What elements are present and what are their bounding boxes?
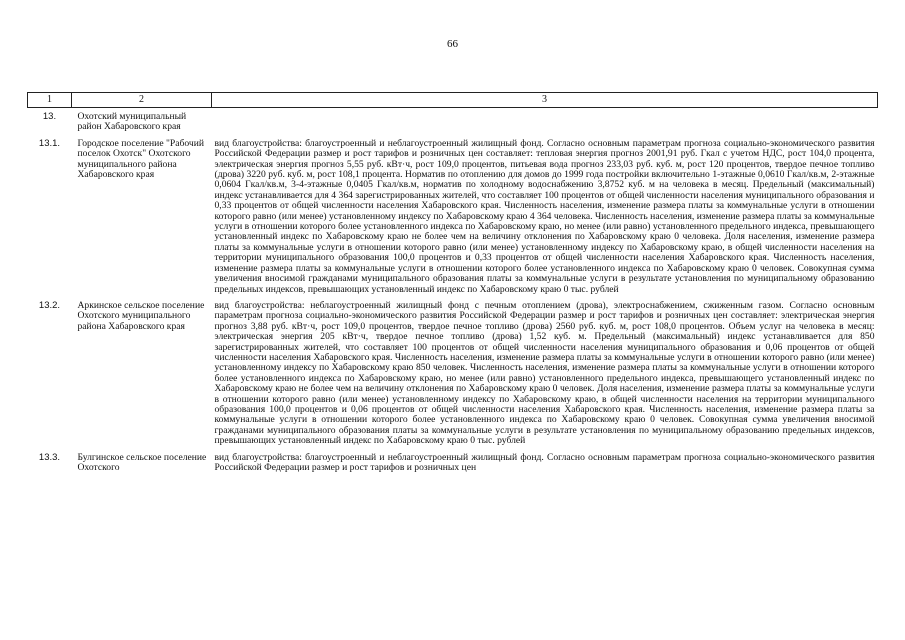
tariff-table — [27, 92, 878, 479]
page-number: 66 — [447, 38, 458, 50]
row-number: 13.1. — [38, 137, 61, 149]
table-header-row — [28, 93, 878, 108]
municipality-name: Булгинское сельское поселение Охотского — [77, 451, 207, 473]
table-row — [28, 139, 878, 301]
table-row — [28, 453, 878, 480]
row-description: вид благоустройства: благоустроенный и неблагоустроенный жилищный фонд. Согласно основным параметрам прогноза социально-экономического развития Российской Федерации размер и рост тарифов и розничных цен составляет: тепловая энергия прогноз 2001,91 руб. Гкал с учетом НДС, рост 104,0 процента, электрическая энергия прогноз 5,55 руб. кВт·ч, рост 109,0 процентов, питьевая вода прогноз 233,03 руб. куб. м, рост 120 процентов, твердое печное топливо (дрова) 3220 руб. куб. м, рост 108,1 процента. Норматив по отоплению для домов до 1999 года постройки включительно 1-этажные 0,0610 Гкал/кв.м, 2-этажные 0,0604 Гкал/кв.м, 3-4-этажные 0,0405 Гкал/кв.м, норматив по холодному водоснабжению 3,8752 куб. м на человека в месяц. Предельный (максимальный) индекс устанавливается для 4 364 зарегистрированных жителей, что составляет 100 процентов от общей численности населения муниципального образования и 0,33 процентов от общей численности населения Хабаровского края. Численность населения, изменение размера платы за коммунальные услуги в отношении которого равно (или менее) установленному индексу по Хабаровскому краю 4 364 человека. Численность населения, изменение размера платы за коммунальные услуги в отношении которого более установленного индекса по Хабаровскому краю, но менее (или равно) установленного предельного индекса, превышающего установленный индекс по Хабаровскому краю не более чем на величину отклонения по Хабаровскому краю 0 человека. Доля населения, изменение размера платы за коммунальные услуги в отношении которого равно (или менее) установленному индексу по Хабаровскому краю, в общей численности населения на территории муниципального образования 100,0 процентов и 0,33 процентов от общей численности населения Хабаровского края. Численность населения, изменение размера платы за коммунальные услуги в отношении которого более установленного индекса по Хабаровскому краю 0 человек. Совокупная сумма увеличения вносимой гражданами муниципального образования платы за коммунальные услуги в результате установления по муниципальному образованию предельных индексов, превышающих установленный индекс по Хабаровскому краю 0 тыс. рублей — [214, 137, 875, 295]
column-header-1: 1 — [28, 93, 72, 108]
column-header-2: 2 — [72, 93, 212, 108]
row-number: 13.2. — [38, 299, 61, 311]
row-description: вид благоустройства: благоустроенный и неблагоустроенный жилищный фонд. Согласно основным параметрам прогноза социально-экономического развития Российской Федерации размер и рост тарифов и розничных цен — [214, 451, 875, 473]
table-row — [28, 108, 878, 139]
row-number: 13.3. — [38, 451, 61, 463]
municipality-name: Охотский муниципальный район Хабаровского края — [77, 111, 187, 133]
row-description: вид благоустройства: неблагоустроенный жилищный фонд с печным отоплением (дрова), электроснабжением, сжиженным газом. Согласно основным параметрам прогноза социально-экономического развития Российской Федерации размер и рост тарифов и розничных цен составляет: электрическая энергия прогноз 3,88 руб. кВт·ч, рост 109,0 процентов, твердое печное топливо (дрова) 2560 руб. куб. м, рост 108,0 процентов. Объем услуг на человека в месяц: электрическая энергия 205 кВт·ч, твердое печное топливо (дрова) 1,52 куб. м. Предельный (максимальный) индекс устанавливается для 850 зарегистрированных жителей, что составляет 100 процентов от общей численности населения муниципального образования и 0,06 процентов от общей численности населения Хабаровского края. Численность населения, изменение размера платы за коммунальные услуги в отношении которого равно (или менее) установленному индексу по Хабаровскому краю 850 человек. Численность населения, изменение размера платы за коммунальные услуги в отношении которого более установленного индекса по Хабаровскому краю, но менее (или равно) установленного предельного индекса, превышающего установленный индекс по Хабаровскому краю не более чем на величину отклонения по Хабаровскому краю 0 человек. Доля населения, изменение размера платы за коммунальные услуги в отношении которого равно (или менее) установленному индексу по Хабаровскому краю, в общей численности населения на территории муниципального образования 100,0 процентов и 0,06 процентов от общей численности населения Хабаровского края. Численность населения, изменение размера платы за коммунальные услуги в отношении которого более установленного индекса по Хабаровскому краю 0 человек. Совокупная сумма увеличения вносимой гражданами муниципального образования платы за коммунальные услуги в результате установления по муниципальному образованию предельных индексов, превышающих установленный индекс по Хабаровскому краю 0 тыс. рублей — [214, 299, 875, 447]
column-header-3: 3 — [212, 93, 878, 108]
row-description — [212, 108, 878, 139]
municipality-name: Аркинское сельское поселение Охотского муниципального района Хабаровского края — [77, 299, 205, 332]
table-row — [28, 301, 878, 453]
row-number: 13. — [42, 111, 57, 122]
municipality-name: Городское поселение "Рабочий поселок Охотск" Охотского муниципального района Хабаровского края — [77, 137, 205, 181]
